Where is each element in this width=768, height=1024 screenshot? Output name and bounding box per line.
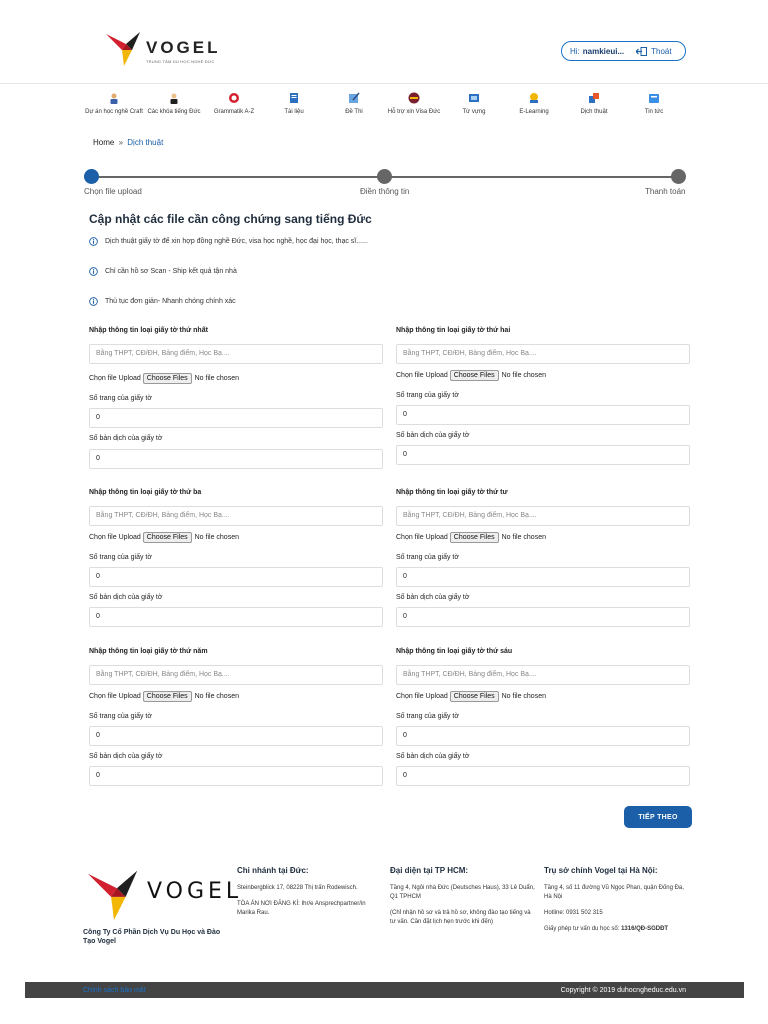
footer-germany	[237, 866, 382, 925]
license-number: 1316/QĐ-SGDĐT	[621, 926, 669, 932]
copies-input[interactable]: 0	[89, 766, 383, 786]
document-type-input[interactable]: Bằng THPT, CĐ/ĐH, Bảng điểm, Học Bạ....	[89, 344, 383, 364]
footer-hcm-note: (Chỉ nhận hồ sơ và trả hồ sơ, không đào tạo tiếng và tư vấn. Cần đặt lịch hẹn trước khi đến)	[390, 910, 531, 925]
footer-hanoi-address: Tầng 4, số 11 đường Vũ Ngọc Phan, quận Đống Đa, Hà Nội	[544, 885, 684, 900]
upload-label: Chọn file Upload	[396, 693, 448, 700]
footer-hanoi-hotline: Hotline: 0931 502 315	[544, 910, 603, 916]
nav-label: Hỗ trợ xin Visa Đức	[387, 109, 441, 115]
nav-item-grammar[interactable]	[204, 90, 264, 130]
file-upload-row	[396, 532, 546, 543]
copies-input[interactable]: 0	[89, 449, 383, 469]
nav-item-exam[interactable]	[324, 90, 384, 130]
step-dot-info	[377, 169, 392, 184]
document-block-title: Nhập thông tin loại giấy tờ thứ ba	[89, 489, 202, 496]
vogel-logo[interactable]	[104, 28, 221, 68]
nav-label: Các khóa tiếng Đức	[147, 109, 201, 115]
nav-label: Tin tức	[644, 109, 664, 115]
license-label: Giấy phép tư vấn du học số:	[544, 926, 620, 932]
step-label-info: Điền thông tin	[360, 187, 410, 196]
nav-item-documents[interactable]	[264, 90, 324, 130]
elearning-icon	[528, 92, 540, 104]
step-label-upload: Chọn file upload	[84, 187, 142, 196]
upload-label: Chọn file Upload	[89, 375, 141, 382]
info-icon	[89, 297, 98, 306]
craft-icon	[108, 92, 120, 104]
info-line	[89, 297, 236, 306]
upload-label: Chọn file Upload	[89, 693, 141, 700]
breadcrumb-current[interactable]: Dịch thuật	[127, 138, 164, 147]
copies-label: Số bản dịch của giấy tờ	[396, 753, 470, 760]
info-icon	[89, 267, 98, 276]
nav-item-visa[interactable]	[384, 90, 444, 130]
document-block-6	[396, 648, 692, 793]
copies-input[interactable]: 0	[396, 445, 690, 465]
document-type-input[interactable]: Bằng THPT, CĐ/ĐH, Bảng điểm, Học Bạ....	[396, 506, 690, 526]
nav-label: Dịch thuật	[580, 109, 608, 115]
grammar-icon	[228, 92, 240, 104]
news-icon	[648, 92, 660, 104]
user-menu[interactable]	[561, 41, 686, 61]
file-upload-row	[89, 373, 239, 384]
document-block-2	[396, 327, 692, 472]
choose-files-button[interactable]: Choose Files	[143, 373, 192, 384]
site-header	[0, 0, 768, 84]
translation-icon	[588, 92, 600, 104]
visa-icon	[408, 92, 420, 104]
nav-label: E-Learning	[519, 109, 549, 115]
file-status: No file chosen	[194, 534, 239, 541]
document-block-5	[89, 648, 385, 793]
document-block-3	[89, 489, 385, 634]
info-text: Thủ tục đơn giản- Nhanh chóng chính xác	[105, 298, 236, 305]
nav-label: Dự án học nghề Craft	[85, 109, 143, 115]
document-block-title: Nhập thông tin loại giấy tờ thứ hai	[396, 327, 511, 334]
copies-input[interactable]: 0	[396, 607, 690, 627]
logout-label: Thoát	[651, 46, 672, 56]
info-text: Dịch thuật giấy tờ để xin hợp đồng nghề Đức, visa học nghề, học đại học, thạc sĩ......	[105, 238, 368, 245]
file-upload-row	[396, 370, 546, 381]
pages-label: Số trang của giấy tờ	[396, 713, 459, 720]
breadcrumb	[93, 138, 163, 147]
footer-germany-court: TÒA ÁN NƠI ĐĂNG KÍ: Ihr/e Ansprechpartner/in Marika Rau.	[237, 901, 366, 916]
footer-hcm-address: Tầng 4, Ngôi nhà Đức (Deutsches Haus), 33 Lê Duẩn, Q1 TPHCM	[390, 885, 535, 900]
document-block-title: Nhập thông tin loại giấy tờ thứ nhất	[89, 327, 208, 334]
pages-label: Số trang của giấy tờ	[89, 554, 152, 561]
file-status: No file chosen	[501, 372, 546, 379]
nav-item-courses[interactable]	[144, 90, 204, 130]
next-button[interactable]: TIẾP THEO	[624, 806, 692, 828]
footer-hanoi-title: Trụ sở chính Vogel tại Hà Nội:	[544, 866, 658, 875]
document-type-input[interactable]: Bằng THPT, CĐ/ĐH, Bảng điểm, Học Bạ....	[89, 665, 383, 685]
document-type-input[interactable]: Bằng THPT, CĐ/ĐH, Bảng điểm, Học Bạ....	[89, 506, 383, 526]
copies-input[interactable]: 0	[396, 766, 690, 786]
copies-label: Số bản dịch của giấy tờ	[89, 435, 163, 442]
bird-logo-icon	[83, 865, 145, 923]
footer-germany-title: Chi nhánh tại Đức:	[237, 866, 309, 875]
upload-label: Chọn file Upload	[89, 534, 141, 541]
info-line	[89, 267, 237, 276]
copies-label: Số bản dịch của giấy tờ	[89, 753, 163, 760]
upload-label: Chọn file Upload	[396, 372, 448, 379]
file-status: No file chosen	[194, 693, 239, 700]
nav-item-vocabulary[interactable]	[444, 90, 504, 130]
pages-input[interactable]: 0	[89, 408, 383, 428]
document-block-title: Nhập thông tin loại giấy tờ thứ sáu	[396, 648, 513, 655]
footer-logo[interactable]	[83, 865, 243, 925]
pages-label: Số trang của giấy tờ	[89, 713, 152, 720]
logo-tagline: TRUNG TÂM DU HỌC NGHỀ ĐỨC	[146, 59, 215, 64]
pages-input[interactable]: 0	[89, 726, 383, 746]
info-icon	[89, 237, 98, 246]
logout-icon	[636, 47, 647, 56]
pages-input[interactable]: 0	[396, 405, 690, 425]
footer-hcm	[390, 866, 535, 934]
nav-label: Tài liệu	[284, 109, 304, 115]
file-status: No file chosen	[501, 693, 546, 700]
bird-logo-icon	[104, 28, 144, 68]
exam-icon	[348, 92, 360, 104]
breadcrumb-separator: »	[118, 138, 124, 147]
document-type-input[interactable]: Bằng THPT, CĐ/ĐH, Bảng điểm, Học Bạ....	[396, 665, 690, 685]
step-dot-upload	[84, 169, 99, 184]
upload-label: Chọn file Upload	[396, 534, 448, 541]
file-upload-row	[396, 691, 546, 702]
copies-input[interactable]: 0	[89, 607, 383, 627]
step-label-payment: Thanh toán	[645, 187, 686, 196]
nav-item-elearning[interactable]	[504, 90, 564, 130]
logo-brand-text: VOGEL	[146, 38, 221, 57]
footer-company-name: Công Ty Cổ Phần Dịch Vụ Du Học và Đào Tạo Vogel	[83, 929, 221, 945]
file-upload-row	[89, 532, 239, 543]
copies-label: Số bản dịch của giấy tờ	[396, 594, 470, 601]
nav-label: Từ vựng	[462, 109, 486, 115]
privacy-policy-link[interactable]: Chính sách bảo mật	[83, 986, 146, 994]
file-upload-row	[89, 691, 239, 702]
footer-germany-address: Steinbergblick 17, 08228 Thị trấn Rodewisch.	[237, 885, 358, 891]
document-type-input[interactable]: Bằng THPT, CĐ/ĐH, Bảng điểm, Học Bạ....	[396, 344, 690, 364]
choose-files-button[interactable]: Choose Files	[143, 532, 192, 543]
choose-files-button[interactable]: Choose Files	[143, 691, 192, 702]
copyright-text: Copyright © 2019 duhocngheduc.edu.vn	[560, 986, 686, 994]
logout-button[interactable]	[636, 47, 671, 56]
choose-files-button[interactable]: Choose Files	[450, 691, 499, 702]
progress-steps	[84, 168, 686, 198]
choose-files-button[interactable]: Choose Files	[450, 532, 499, 543]
footer-bottom-bar	[25, 982, 744, 998]
file-status: No file chosen	[194, 375, 239, 382]
footer-hcm-title: Đại diện tại TP HCM:	[390, 866, 469, 875]
nav-item-translation[interactable]	[564, 90, 624, 130]
pages-input[interactable]: 0	[396, 726, 690, 746]
pages-input[interactable]: 0	[89, 567, 383, 587]
footer-brand-text: VOGEL	[147, 879, 243, 904]
nav-label: Đề Thi	[345, 109, 363, 115]
pages-label: Số trang của giấy tờ	[396, 554, 459, 561]
username[interactable]: namkieui...	[582, 46, 625, 56]
nav-item-news[interactable]	[624, 90, 684, 130]
pages-label: Số trang của giấy tờ	[89, 395, 152, 402]
document-block-title: Nhập thông tin loại giấy tờ thứ tư	[396, 489, 508, 496]
choose-files-button[interactable]: Choose Files	[450, 370, 499, 381]
course-icon	[168, 92, 180, 104]
pages-input[interactable]: 0	[396, 567, 690, 587]
copies-label: Số bản dịch của giấy tờ	[89, 594, 163, 601]
main-nav	[84, 90, 684, 130]
info-line	[89, 237, 368, 246]
page-title: Cập nhật các file cần công chứng sang tiếng Đức	[89, 212, 372, 226]
info-text: Chỉ cần hồ sơ Scan - Ship kết quả tận nhà	[105, 268, 237, 275]
greeting-label: Hi:	[570, 46, 580, 56]
pages-label: Số trang của giấy tờ	[396, 392, 459, 399]
document-block-title: Nhập thông tin loại giấy tờ thứ năm	[89, 648, 208, 655]
file-status: No file chosen	[501, 534, 546, 541]
nav-item-craft[interactable]	[84, 90, 144, 130]
nav-label: Grammatik A-Z	[213, 109, 255, 115]
document-icon	[288, 92, 300, 104]
copies-label: Số bản dịch của giấy tờ	[396, 432, 470, 439]
document-block-1	[89, 327, 385, 472]
step-dot-payment	[671, 169, 686, 184]
footer-hanoi-license	[544, 925, 689, 934]
document-block-4	[396, 489, 692, 634]
vocabulary-icon	[468, 92, 480, 104]
footer-hanoi	[544, 866, 689, 941]
breadcrumb-home[interactable]: Home	[93, 138, 115, 147]
